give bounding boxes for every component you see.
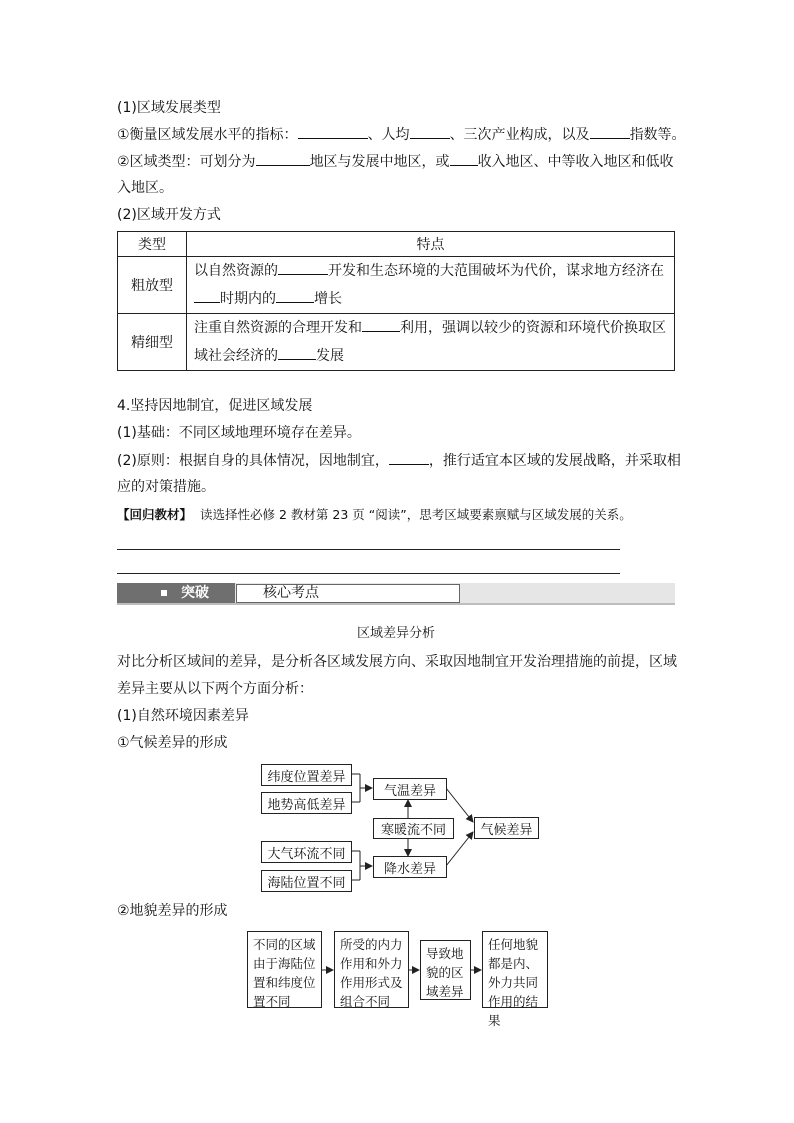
review-tag: 【回归教材】 xyxy=(117,507,193,522)
box-landform-cause: 不同的区域由于海陆位置和纬度位置不同 xyxy=(247,931,322,1008)
text-fragment: 、人均 xyxy=(367,127,410,143)
text-fragment: 利用，强调以较少的资源和环境代价换取区 xyxy=(400,320,666,336)
text-fragment: ，推行适宜本区域的发展战略，并采取相 xyxy=(428,453,681,469)
region-type-line-cont: 入地区。 xyxy=(117,180,173,196)
banner-dark-label: 突破 xyxy=(181,585,209,601)
text-fragment: 以自然资源的 xyxy=(194,263,278,279)
text-fragment: 收入地区、中等收入地区和低收 xyxy=(477,154,674,170)
text-fragment: 域社会经济的 xyxy=(194,348,278,364)
text-fragment: 地区与发展中地区，或 xyxy=(309,154,450,170)
analysis-heading: 区域差异分析 xyxy=(357,626,436,641)
section-title-development-types: (1)区域发展类型 xyxy=(117,100,221,116)
review-text: 读选择性必修 2 教材第 23 页 “阅读”，思考区域要素禀赋与区域发展的关系。 xyxy=(200,507,632,522)
box-ocean-current: 寒暖流不同 xyxy=(373,818,454,839)
header-feature: 特点 xyxy=(187,232,675,257)
text-fragment: 发展 xyxy=(316,348,344,364)
text-fragment: ②区域类型：可划分为 xyxy=(117,154,256,170)
section-title-local-conditions: 4.坚持因地制宜，促进区域发展 xyxy=(117,398,313,414)
box-landform-result: 导致地貌的区域差异 xyxy=(420,940,471,1000)
text-fragment: ①衡量区域发展水平的指标： xyxy=(117,127,298,143)
box-landform-forces: 所受的内力作用和外力作用形式及组合不同 xyxy=(334,931,409,1008)
box-terrain: 地势高低差异 xyxy=(261,792,352,814)
basis-line: (1)基础：不同区域地理环境存在差异。 xyxy=(117,425,361,441)
box-climate: 气候差异 xyxy=(474,817,539,839)
box-landform-conclusion: 任何地貌都是内、外力共同作用的结果 xyxy=(482,931,548,1008)
natural-factors-title: (1)自然环境因素差异 xyxy=(117,708,249,724)
row-type-intensive: 精细型 xyxy=(118,314,187,371)
analysis-paragraph: 对比分析区域间的差异，是分析各区域发展方向、采取因地制宜开发治理措施的前提，区域 xyxy=(117,654,677,670)
landform-diff-title: ②地貌差异的形成 xyxy=(117,903,228,919)
box-temperature: 气温差异 xyxy=(373,778,447,800)
text-fragment: 增长 xyxy=(314,291,342,307)
box-land-sea: 海陆位置不同 xyxy=(261,870,352,892)
text-fragment: 时期内的 xyxy=(220,291,276,307)
box-latitude: 纬度位置差异 xyxy=(261,764,352,786)
text-fragment: 、三次产业构成，以及 xyxy=(449,127,590,143)
climate-diff-title: ①气候差异的形成 xyxy=(117,735,228,751)
text-fragment: 开发和生态环境的大范围破坏为代价，谋求地方经济在 xyxy=(328,263,664,279)
text-fragment: 指数等。 xyxy=(629,127,686,143)
box-precipitation: 降水差异 xyxy=(373,856,447,878)
section-title-development-modes: (2)区域开发方式 xyxy=(117,207,221,223)
principle-line-cont: 应的对策措施。 xyxy=(117,479,215,495)
analysis-paragraph-cont: 差异主要从以下两个方面分析： xyxy=(117,681,313,697)
row-type-extensive: 粗放型 xyxy=(118,257,187,314)
banner-light-label: 核心考点 xyxy=(263,585,319,601)
header-type: 类型 xyxy=(118,232,187,257)
box-circulation: 大气环流不同 xyxy=(261,841,352,863)
text-fragment: 注重自然资源的合理开发和 xyxy=(194,320,362,336)
text-fragment: (2)原则：根据自身的具体情况，因地制宜， xyxy=(117,453,389,469)
